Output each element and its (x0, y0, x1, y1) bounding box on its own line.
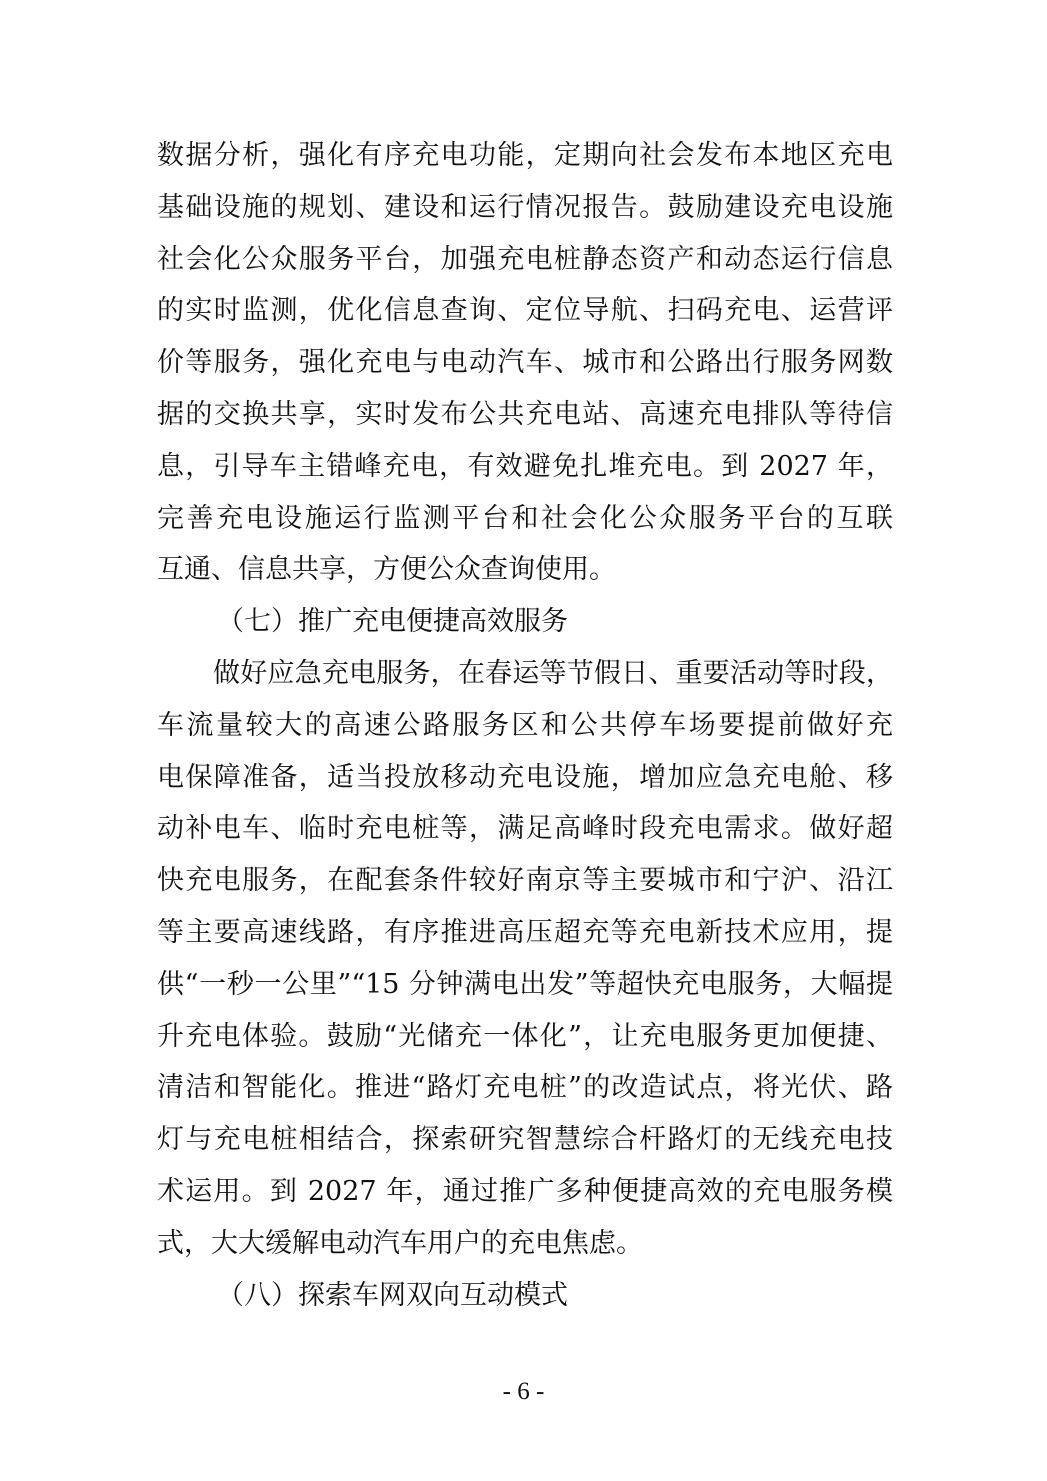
text-line: 互通、信息共享，方便公众查询使用。 (157, 554, 616, 586)
text-line: 数据分析，强化有序充电功能，定期向社会发布本地区充电 (157, 140, 893, 171)
text-line: 式，大大缓解电动汽车用户的充电焦虑。 (157, 1227, 643, 1259)
page-number: - 6 - (502, 1378, 545, 1405)
text-line: 社会化公众服务平台，加强充电桩静态资产和动态运行信息 (157, 243, 893, 275)
paragraph-2 (157, 648, 893, 1270)
text-line: 息，引导车主错峰充电，有效避免扎堆充电。到 2027 年， (157, 450, 893, 482)
text-line: 术运用。到 2027 年，通过推广多种便捷高效的充电服务模 (157, 1175, 893, 1207)
section-heading-8: （八）探索车网双向互动模式 (217, 1279, 568, 1311)
text-line: 快充电服务，在配套条件较好南京等主要城市和宁沪、沿江 (157, 865, 893, 897)
text-line: 清洁和智能化。推进“路灯充电桩”的改造试点，将光伏、路 (157, 1072, 893, 1104)
text-line: 基础设施的规划、建设和运行情况报告。鼓励建设充电设施 (157, 191, 893, 223)
text-line: 的实时监测，优化信息查询、定位导航、扫码充电、运营评 (157, 295, 893, 327)
page-body (157, 130, 893, 1321)
text-line: 据的交换共享，实时发布公共充电站、高速充电排队等待信 (157, 398, 893, 430)
text-line: 动补电车、临时充电桩等，满足高峰时段充电需求。做好超 (157, 813, 893, 845)
text-line: 电保障准备，适当投放移动充电设施，增加应急充电舱、移 (157, 761, 893, 793)
text-line: 价等服务，强化充电与电动汽车、城市和公路出行服务网数 (157, 347, 893, 379)
text-line: 等主要高速线路，有序推进高压超充等充电新技术应用，提 (157, 916, 893, 948)
text-line: 升充电体验。鼓励“光储充一体化”，让充电服务更加便捷、 (157, 1020, 893, 1052)
text-line: 灯与充电桩相结合，探索研究智慧综合杆路灯的无线充电技 (157, 1124, 893, 1156)
text-line: 做好应急充电服务，在春运等节假日、重要活动等时段， (213, 657, 893, 689)
text-line: 完善充电设施运行监测平台和社会化公众服务平台的互联 (157, 502, 893, 534)
text-line: 供“一秒一公里”“15 分钟满电出发”等超快充电服务，大幅提 (157, 968, 893, 1000)
paragraph-1 (157, 130, 893, 596)
section-heading-7: （七）推广充电便捷高效服务 (217, 606, 568, 638)
text-line: 车流量较大的高速公路服务区和公共停车场要提前做好充 (157, 709, 893, 741)
